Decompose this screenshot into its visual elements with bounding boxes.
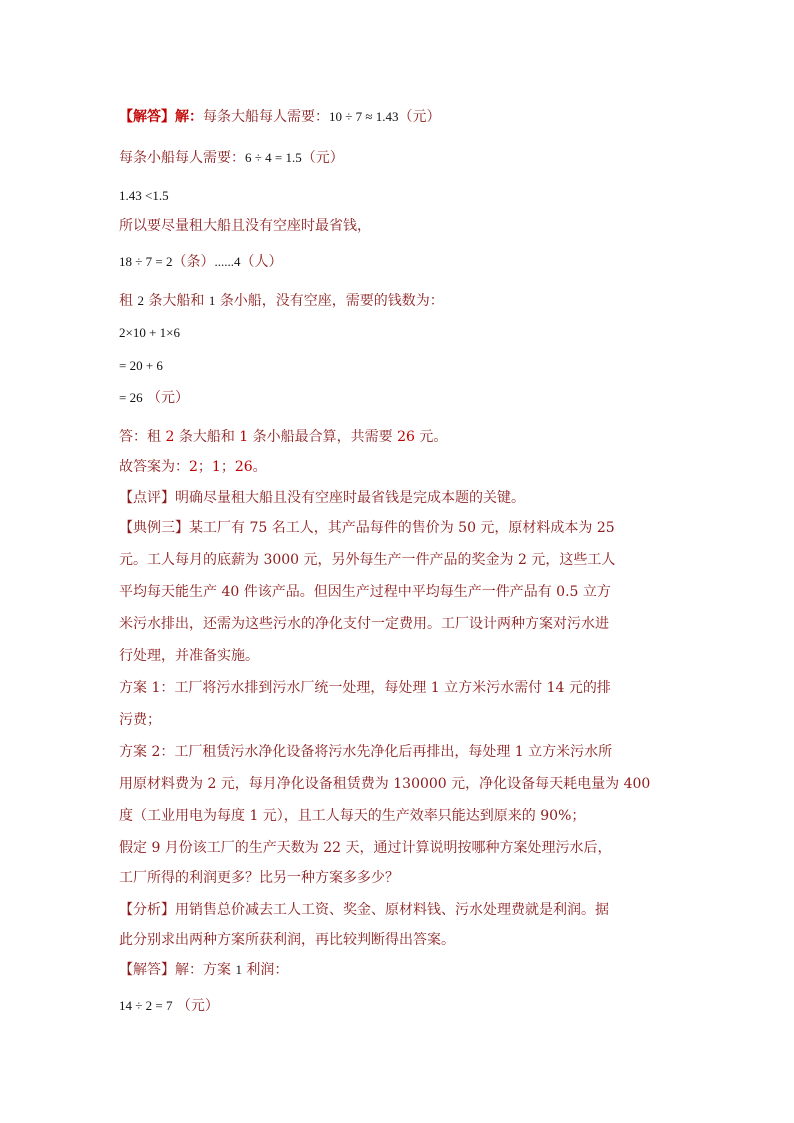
example-3-line-1: 【典例三】某工厂有 75 名工人，其产品每件的售价为 50 元，原材料成本为 25 — [119, 520, 615, 536]
unit: （元） — [398, 109, 441, 125]
plan-1-line-2: 污费； — [119, 712, 161, 728]
plan-2-line-2: 用原材料费为 2 元，每月净化设备租赁费为 130000 元，净化设备每天耗电量为 400 — [119, 776, 651, 792]
answer-line-1 — [119, 107, 679, 127]
plan-2-line-1: 方案 2：工厂租赁污水净化设备将污水先净化后再排出，每处理 1 立方米污水所 — [119, 744, 613, 760]
analysis-line-2: 此分别求出两种方案所获利润，再比较判断得出答案。 — [119, 932, 455, 948]
comment-line: 【点评】明确尽量租大船且没有空座时最省钱是完成本题的关键。 — [119, 490, 525, 506]
plan-2-line-3: 度（工业用电为每度 1 元），且工人每天的生产效率只能达到原来的 90%； — [119, 808, 586, 824]
calc-step-3: = 26 （元） — [119, 390, 190, 406]
example-3-line-5: 行处理，并准备实施。 — [119, 648, 259, 664]
formula: 6 ÷ 4 = 1.5 — [245, 150, 302, 165]
division-line: 18 ÷ 7 = 2（条）......4（人） — [119, 254, 283, 270]
answer-text: 每条小船每人需要： — [119, 150, 245, 166]
comparison: 1.43 <1.5 — [119, 188, 169, 203]
solution-heading: 【解答】解：方案 1 利润： — [119, 962, 289, 978]
unit: （元） — [301, 150, 344, 166]
answer-summary: 故答案为：2；1；26。 — [119, 459, 267, 475]
calc-step-1: 2×10 + 1×6 — [119, 325, 180, 340]
solution-step-1: 14 ÷ 2 = 7 （元） — [119, 998, 219, 1014]
plan-1-line-1: 方案 1：工厂将污水排到污水厂统一处理，每处理 1 立方米污水需付 14 元的排 — [119, 680, 611, 696]
rent-plan-line: 租 2 条大船和 1 条小船，没有空座，需要的钱数为： — [119, 293, 444, 309]
question-line-1: 假定 9 月份该工厂的生产天数为 22 天，通过计算说明按哪种方案处理污水后， — [119, 840, 612, 856]
example-3-line-4: 米污水排出，还需为这些污水的净化支付一定费用。工厂设计两种方案对污水进 — [119, 616, 609, 632]
calc-step-2: = 20 + 6 — [119, 358, 163, 373]
example-3-line-2: 元。工人每月的底薪为 3000 元，另外每生产一件产品的奖金为 2 元，这些工人 — [119, 552, 616, 568]
analysis-line-1: 【分析】用销售总价减去工人工资、奖金、原材料钱、污水处理费就是利润。据 — [119, 902, 609, 918]
question-line-2: 工厂所得的利润更多？比另一种方案多多少？ — [119, 870, 399, 886]
answer-line-2 — [119, 148, 679, 168]
answer-label: 【解答】解： — [119, 109, 203, 125]
example-3-line-3: 平均每天能生产 40 件该产品。但因生产过程中平均每生产一件产品有 0.5 立方 — [119, 584, 611, 600]
final-answer: 答：租 2 条大船和 1 条小船最合算，共需要 26 元。 — [119, 429, 448, 445]
conclusion-line: 所以要尽量租大船且没有空座时最省钱， — [119, 218, 371, 234]
answer-text: 每条大船每人需要： — [203, 109, 329, 125]
formula: 10 ÷ 7 ≈ 1.43 — [329, 109, 399, 124]
